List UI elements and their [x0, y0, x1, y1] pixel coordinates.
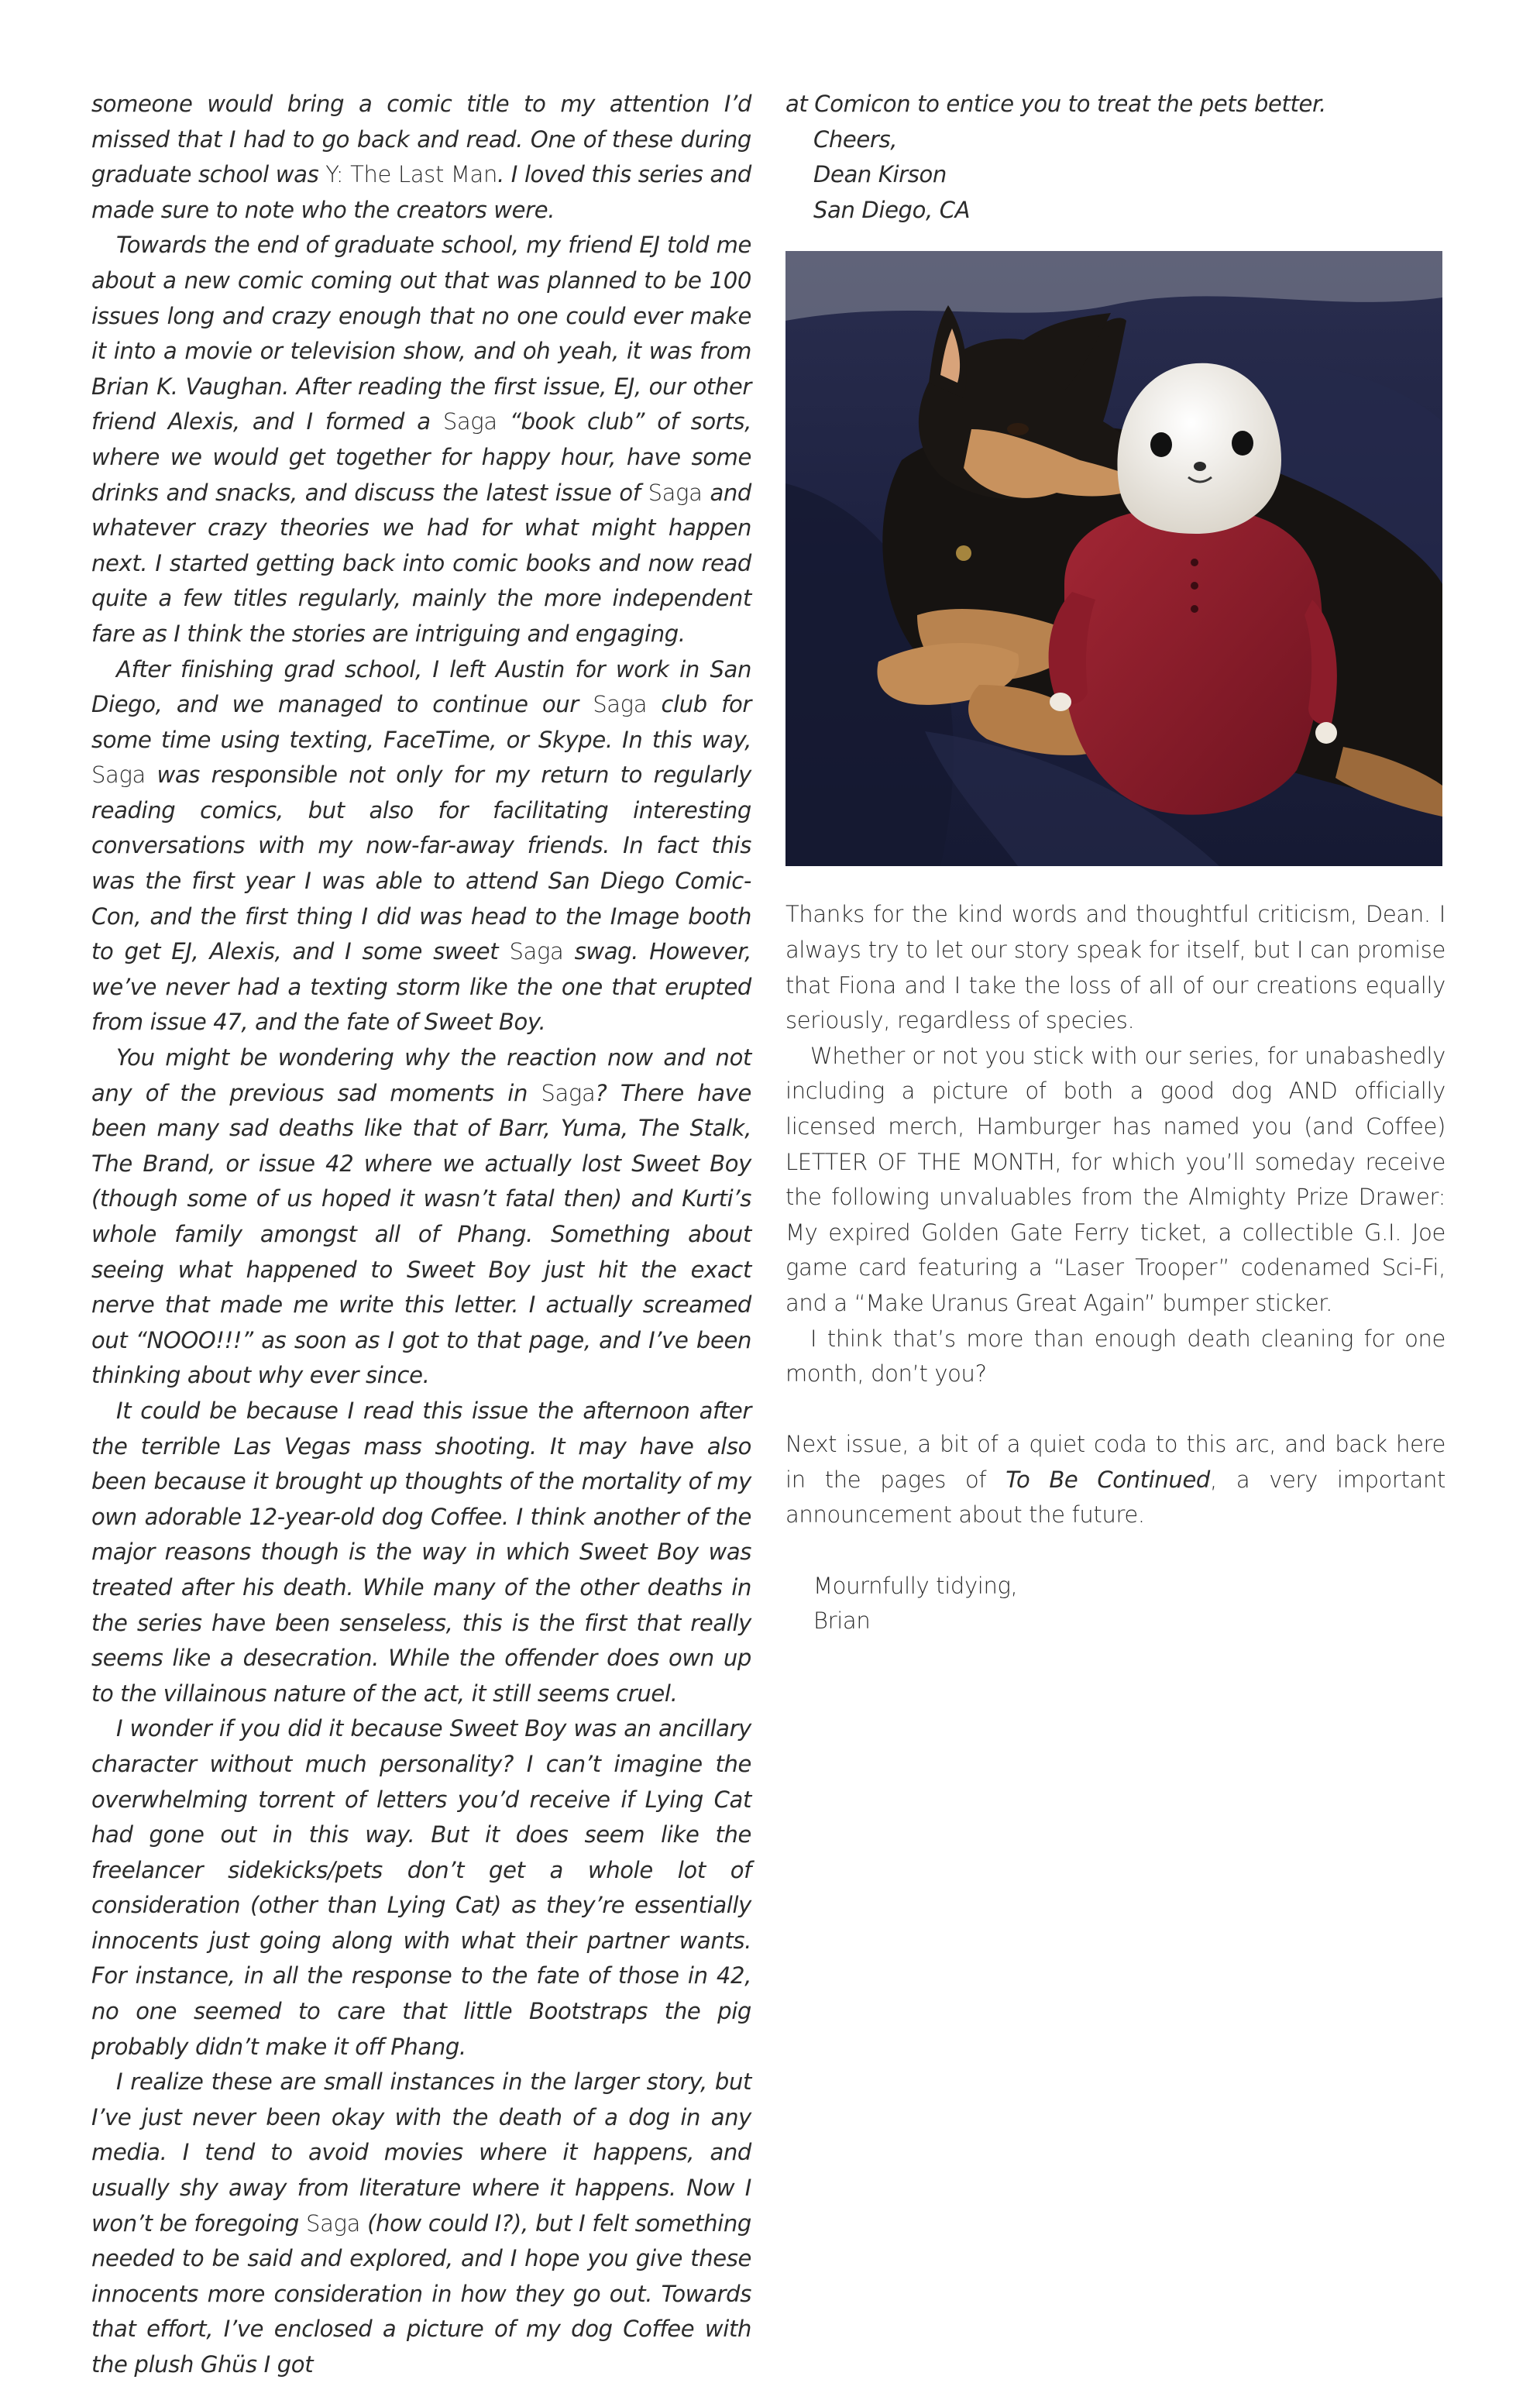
reply-paragraph: Thanks for the kind words and thoughtful criticism, Dean. I always try to let our story speak for itself, but I can promise that Fiona and I take the loss of all of our creations equally seriously, regardless of species. [785, 901, 1445, 1034]
comic-title: Saga [509, 938, 564, 965]
comic-title: Saga [541, 1079, 596, 1106]
letter-paragraph [91, 1711, 751, 2065]
letter-paragraph [91, 1040, 751, 1394]
letter-text: someone would bring a comic title to my attention I’d missed that I had to go back and read. One of these during graduate school was [91, 91, 751, 188]
comic-title: Saga [648, 479, 703, 506]
letter-paragraph [91, 652, 751, 1041]
letter-text: club for some time using texting, FaceTime, or Skype. In this way, [91, 691, 752, 753]
reply-text: Next issue, a bit of a quiet coda to this arc, and back here in the pages of [785, 1431, 1445, 1493]
letter-paragraph [91, 1394, 751, 1711]
letter-text: Towards the end of graduate school, my friend EJ told me about a new comic coming out that was planned to be 100 issues long and crazy enough that no one could ever make it into a movie or television show, and oh yeah, it was from Brian K. Vaughan. After reading the first issue, EJ, our other friend Alexis, and I formed a [91, 232, 751, 435]
dog-with-plush-photo [785, 251, 1442, 866]
letter-signer-location: San Diego, CA [813, 196, 971, 223]
letter-signer-name: Dean Kirson [813, 161, 947, 188]
reply-signoff-name: Brian [813, 1608, 871, 1635]
comic-title: Saga [306, 2209, 360, 2237]
letter-paragraph [91, 87, 751, 228]
letter-text: . I loved this series and made sure to note who the creators were. [91, 161, 751, 223]
reply-paragraph: I think that’s more than enough death cleaning for one month, don’t you? [785, 1325, 1445, 1388]
photo-dog-with-plush-seal-icon [785, 251, 1442, 866]
reply-signoff: Mournfully tidying, [813, 1572, 1018, 1599]
letter-text: After finishing grad school, I left Austin for work in San Diego, and we managed to continue our [91, 655, 751, 718]
reply-paragraph: Whether or not you stick with our series, for unabashedly including a picture of both a good dog AND officially licensed merch, Hamburger has named you (and Coffee) LETTER OF THE MONTH, for which you’ll someday receive the following unvaluables from the Almighty Prize Drawer: My expired Golden Gate Ferry ticket, a collectible G.I. Joe game card featuring a “Laser Trooper” codenamed Sci-Fi, and a “Make Uranus Great Again” bumper sticker. [785, 1042, 1445, 1316]
letter-text: was responsible not only for my return to regularly reading comics, but also for facilitating interesting conversations with my now-far-away friends. In fact this was the first year I was able to attend San Diego Comic-Con, and the first thing I did was head to the Image booth to get EJ, Alexis, and I some sweet [91, 762, 751, 965]
letter-text: I realize these are small instances in the larger story, but I’ve just never been okay with the death of a dog in any media. I tend to avoid movies where it happens, and usually shy away from literature where it happens. Now I won’t be foregoing [91, 2068, 751, 2237]
letter-paragraph [91, 228, 751, 652]
letter-text: and whatever crazy theories we had for what might happen next. I started getting back into comic books and now read quite a few titles regularly, mainly the more independent fare as I think the stories are intriguing and engaging. [91, 479, 751, 647]
section-title: To Be Continued [1005, 1466, 1210, 1493]
letter-text: “book club” of sorts, where we would get together for happy hour, have some drinks and snacks, and discuss the latest issue of [91, 408, 752, 506]
letter-closing: Cheers, [813, 126, 898, 153]
comic-title: Saga [442, 408, 497, 435]
comic-title: Y: The Last Man [325, 161, 498, 188]
reply-column [785, 87, 1445, 1639]
paragraph-gap [785, 1392, 1445, 1428]
letter-text: It could be because I read this issue the afternoon after the terrible Las Vegas mass shooting. It may have also been because it brought up thoughts of the mortality of my own adorable 12-year-old dog Coffee. I think another of the major reasons though is the way in which Sweet Boy was treated after his death. While many of the other deaths in the series have been senseless, this is the first that really seems like a desecration. While the offender does own up to the villainous nature of the act, it still seems cruel. [91, 1397, 751, 1707]
letter-ending: at Comicon to entice you to treat the pets better. [785, 91, 1326, 117]
reply-text: , a very important announcement about the future. [785, 1466, 1445, 1528]
letter-text: You might be wondering why the reaction now and not any of the previous sad moments in [91, 1044, 751, 1106]
paragraph-gap [785, 1533, 1445, 1569]
letter-text: I wonder if you did it because Sweet Boy was an ancillary character without much personality? I can’t imagine the overwhelming torrent of letters you’d receive if Lying Cat had gone out in this way. But it does seem like the freelancer sidekicks/pets don’t get a whole lot of consideration (other than Lying Cat) as they’re essentially innocents just going along with what their partner wants. For instance, in all the response to the fate of those in 42, no one seemed to care that little Bootstraps the pig probably didn’t make it off Phang. [91, 1715, 751, 2060]
letter-text: (how could I?), but I felt something needed to be said and explored, and I hope you give these innocents more consideration in how they go out. Towards that effort, I’ve enclosed a picture of my dog Coffee with the plush Ghüs I got [91, 2209, 751, 2378]
letter-text: ? There have been many sad deaths like that of Barr, Yuma, The Stalk, The Brand, or issue 42 where we actually lost Sweet Boy (though some of us hoped it wasn’t fatal then) and Kurti’s whole family amongst all of Phang. Something about seeing what happened to Sweet Boy just hit the exact nerve that made me write this letter. I actually screamed out “NOOO!!!” as soon as I got to that page, and I’ve been thinking about why ever since. [91, 1079, 751, 1389]
comic-title: Saga [91, 762, 146, 789]
letter-column [91, 87, 751, 2383]
letter-paragraph [91, 2065, 751, 2382]
letter-text: swag. However, we’ve never had a texting storm like the one that erupted from issue 47, and the fate of Sweet Boy. [91, 938, 751, 1036]
reply-paragraph [785, 1427, 1445, 1533]
comic-title: Saga [593, 691, 648, 718]
